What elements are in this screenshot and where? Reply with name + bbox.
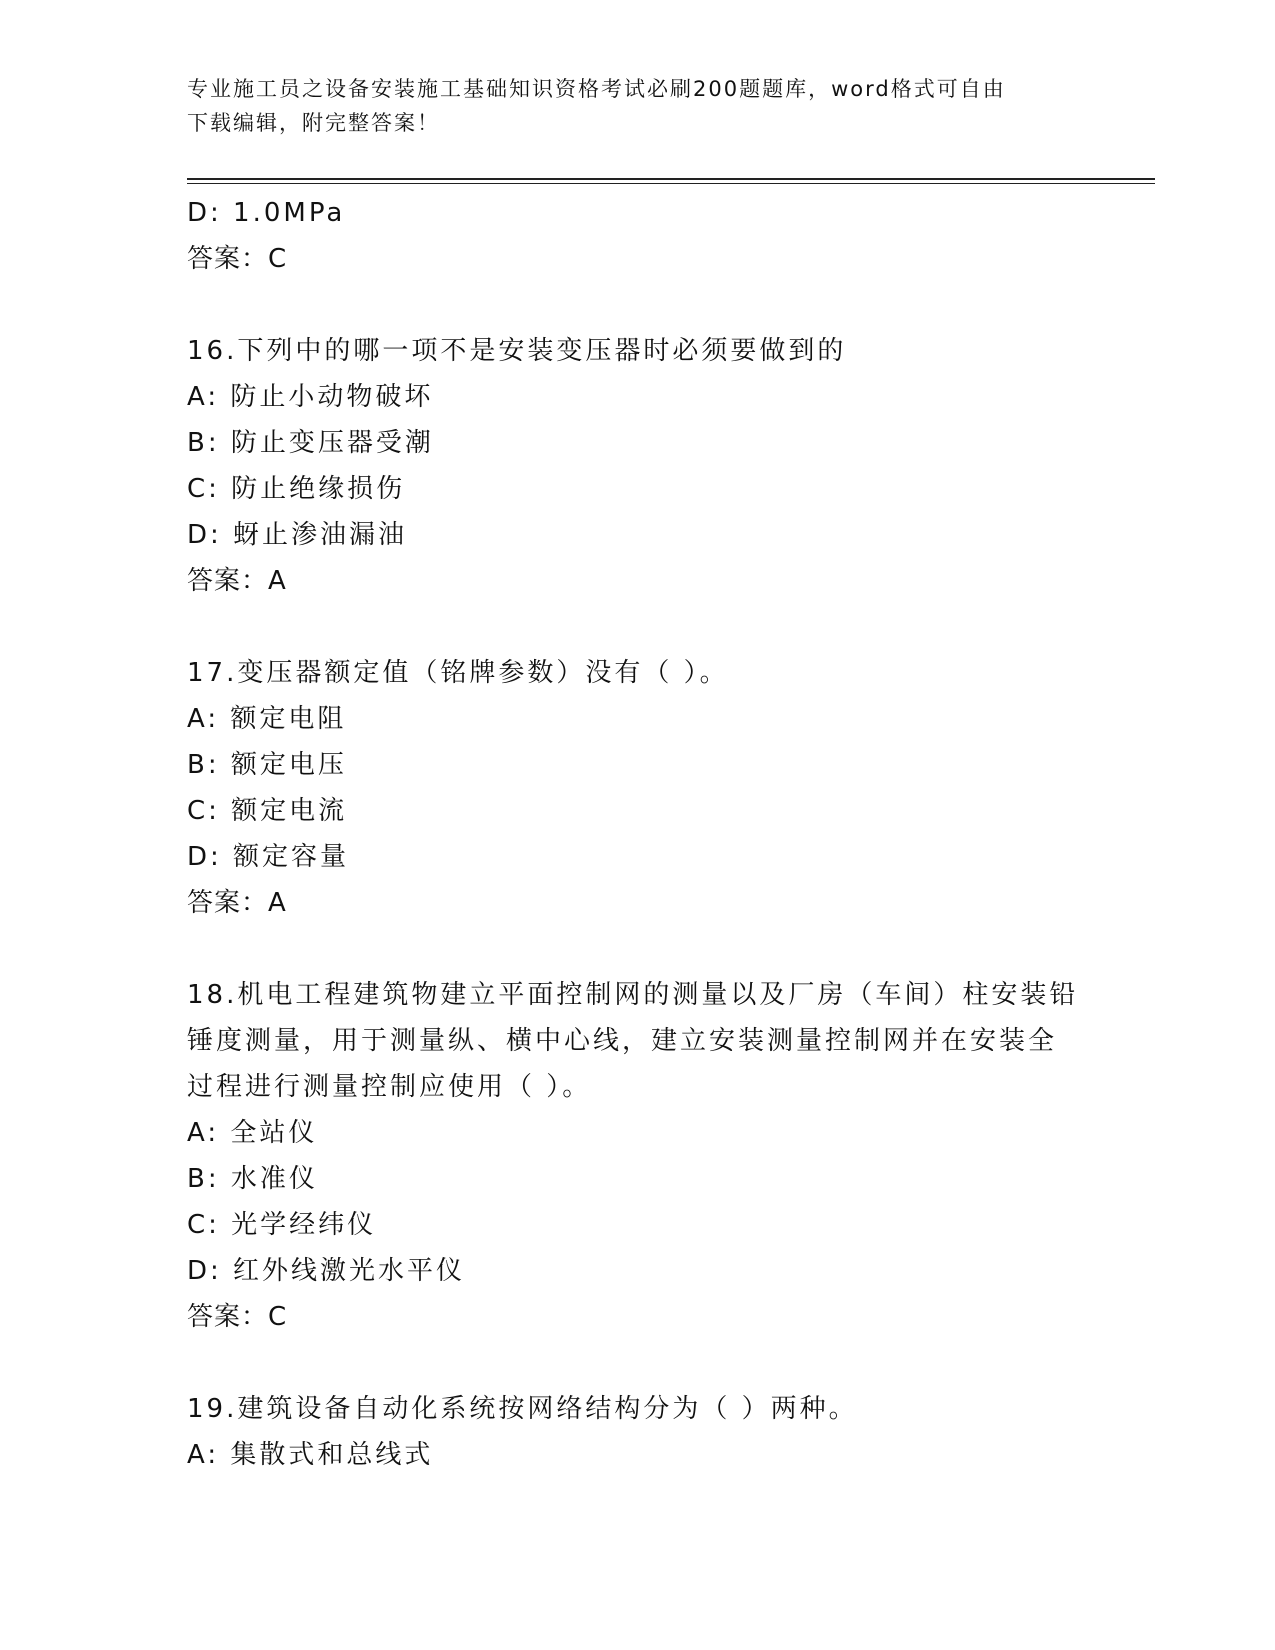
option-b: B: 防止变压器受潮 [187, 428, 434, 458]
prev-answer: 答案：C [187, 244, 288, 274]
question-18 [187, 972, 1087, 1340]
prev-option-d: D: 1.0MPa [187, 198, 346, 228]
option-b: B: 水准仪 [187, 1164, 318, 1194]
question-stem-line-3: 过程进行测量控制应使用（ ）。 [187, 1072, 592, 1102]
question-list [187, 190, 1087, 1478]
question-stem-line-2: 锤度测量，用于测量纵、横中心线，建立安装测量控制网并在安装全 [187, 1026, 1058, 1056]
question-stem: 17.变压器额定值（铭牌参数）没有（ ）。 [187, 658, 729, 688]
header-line-2: 下载编辑，附完整答案！ [187, 111, 440, 135]
question-19 [187, 1386, 1087, 1478]
answer: 答案：A [187, 888, 287, 918]
option-c: C: 额定电流 [187, 796, 348, 826]
header-line-1: 专业施工员之设备安装施工基础知识资格考试必刷200题题库，word格式可自由 [187, 77, 1006, 101]
option-c: C: 防止绝缘损伤 [187, 474, 406, 504]
option-a: A: 额定电阻 [187, 704, 347, 734]
header-divider-thin [187, 183, 1155, 184]
option-a: A: 全站仪 [187, 1118, 318, 1148]
option-a: A: 防止小动物破坏 [187, 382, 434, 412]
option-b: B: 额定电压 [187, 750, 347, 780]
document-header [187, 72, 1087, 140]
option-d: D: 红外线激光水平仪 [187, 1256, 466, 1286]
question-stem-line-1: 18.机电工程建筑物建立平面控制网的测量以及厂房（车间）柱安装铅 [187, 980, 1079, 1010]
answer: 答案：A [187, 566, 287, 596]
option-a: A: 集散式和总线式 [187, 1440, 434, 1470]
option-c: C: 光学经纬仪 [187, 1210, 377, 1240]
question-17 [187, 650, 1087, 926]
question-stem: 19.建筑设备自动化系统按网络结构分为（ ）两种。 [187, 1394, 858, 1424]
option-d: D: 额定容量 [187, 842, 350, 872]
question-stem: 16.下列中的哪一项不是安装变压器时必须要做到的 [187, 336, 847, 366]
answer: 答案：C [187, 1302, 288, 1332]
option-d: D: 蚜止渗油漏油 [187, 520, 408, 550]
header-divider-thick [187, 178, 1155, 180]
question-16 [187, 328, 1087, 604]
